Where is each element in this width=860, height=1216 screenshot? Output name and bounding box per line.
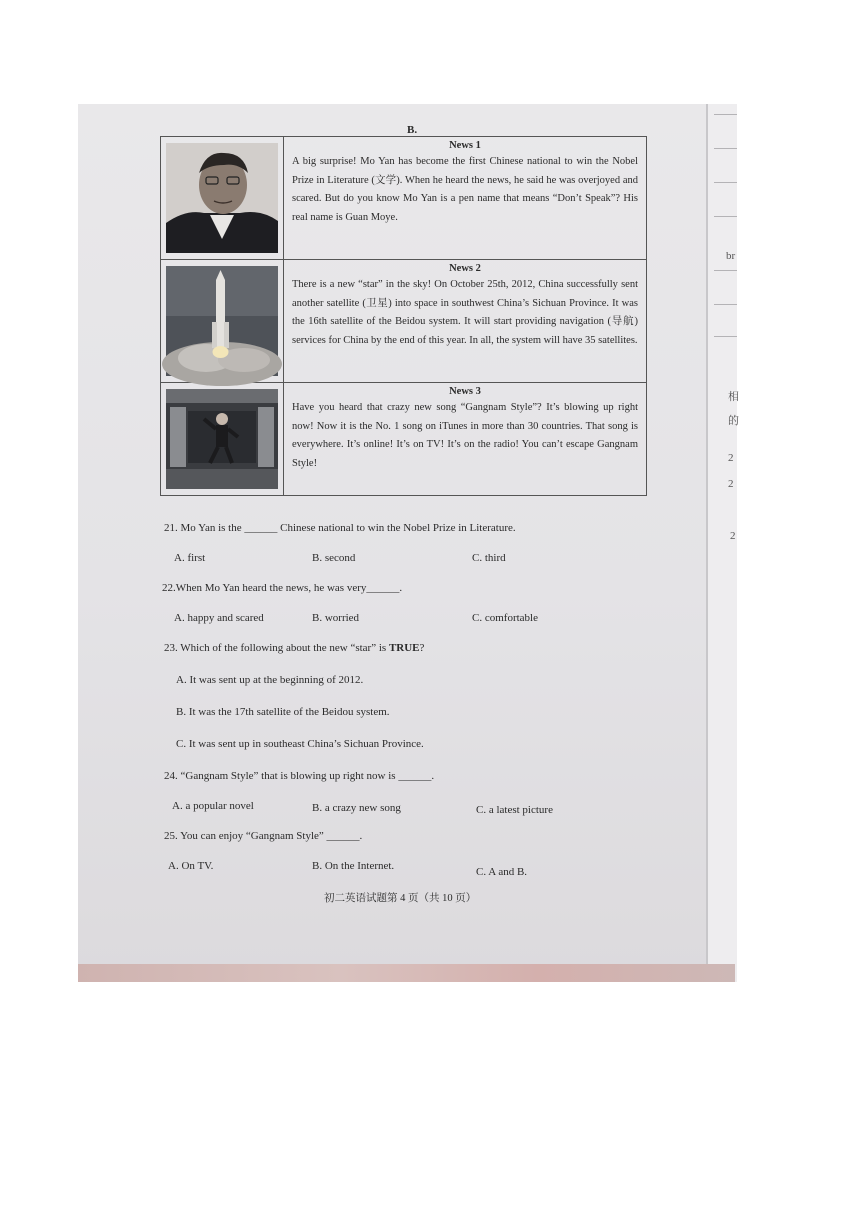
option-23a: A. It was sent up at the beginning of 2012. (176, 674, 364, 686)
question-25: 25. You can enjoy “Gangnam Style” ______. (164, 830, 363, 842)
question-22: 22.When Mo Yan heard the news, he was very______. (162, 582, 403, 594)
adjacent-page-edge (706, 104, 737, 982)
option-22b: B. worried (312, 612, 360, 624)
option-21a: A. first (174, 552, 206, 564)
exam-page (78, 104, 706, 964)
option-25b: B. On the Internet. (312, 860, 395, 872)
right-page-fragment-2: 相 (728, 391, 739, 403)
option-22c: C. comfortable (472, 612, 538, 624)
question-23: 23. Which of the following about the new “star” is TRUE? (164, 642, 425, 654)
news-row-2 (161, 260, 647, 383)
option-24c: C. a latest picture (476, 804, 553, 816)
right-page-fragment-5: 2 (728, 478, 734, 490)
table-surface-strip (78, 964, 735, 982)
news-2-text: There is a new “star” in the sky! On October 25th, 2012, China successfully sent another satellite (卫星) into space in southwest China’s Sichuan Province. It was the 16th satellite of the Beidou system. It will start providing navigation (导航) services for China by the end of this year. In all, the system will have 35 satellites. (292, 279, 638, 346)
news-3-title: News 3 (449, 386, 481, 397)
section-label: B. (407, 124, 418, 136)
option-23b: B. It was the 17th satellite of the Beidou system. (176, 706, 390, 718)
news-1-text: A big surprise! Mo Yan has become the first Chinese national to win the Nobel Prize in Literature (文学). When he heard the news, he said he was overjoyed and scared. But do you know Mo Yan is a pen name that means “Don’t Speak”? His real name is Guan Moye. (292, 156, 638, 223)
question-21: 21. Mo Yan is the ______ Chinese national to win the Nobel Prize in Literature. (164, 522, 516, 534)
news-table (160, 136, 647, 496)
question-24: 24. “Gangnam Style” that is blowing up right now is ______. (164, 770, 435, 782)
option-24b: B. a crazy new song (312, 802, 401, 814)
news-3-text: Have you heard that crazy new song “Gangnam Style”? It’s blowing up right now! Now it is the No. 1 song on iTunes in more than 30 countries. That song is everywhere. It’s online! It’s on TV! It’s on the radio! You can’t escape Gangnam Style! (292, 402, 638, 469)
option-24a: A. a popular novel (172, 800, 254, 812)
option-23c: C. It was sent up in southeast China’s Sichuan Province. (176, 738, 424, 750)
option-21c: C. third (472, 552, 506, 564)
news-2-title: News 2 (449, 263, 481, 274)
page-footer: 初二英语试题第 4 页（共 10 页） (324, 893, 477, 904)
option-25c: C. A and B. (476, 866, 528, 878)
news-1-title: News 1 (449, 140, 481, 151)
document-photo (78, 104, 739, 982)
gangnam-style-dancer-image (166, 389, 278, 489)
true-emphasis: TRUE (388, 642, 420, 654)
mo-yan-portrait-image (166, 143, 278, 253)
right-page-fragment-1: br (726, 250, 736, 262)
right-page-fragment-3: 的 (728, 415, 739, 427)
option-25a: A. On TV. (168, 860, 214, 872)
right-page-fragment-4: 2 (728, 452, 734, 464)
rocket-launch-image (166, 266, 278, 376)
option-22a: A. happy and scared (174, 612, 264, 624)
right-page-fragment-6: 2 (730, 530, 736, 542)
news-row-1 (161, 137, 647, 260)
option-21b: B. second (312, 552, 356, 564)
news-row-3 (161, 383, 647, 496)
